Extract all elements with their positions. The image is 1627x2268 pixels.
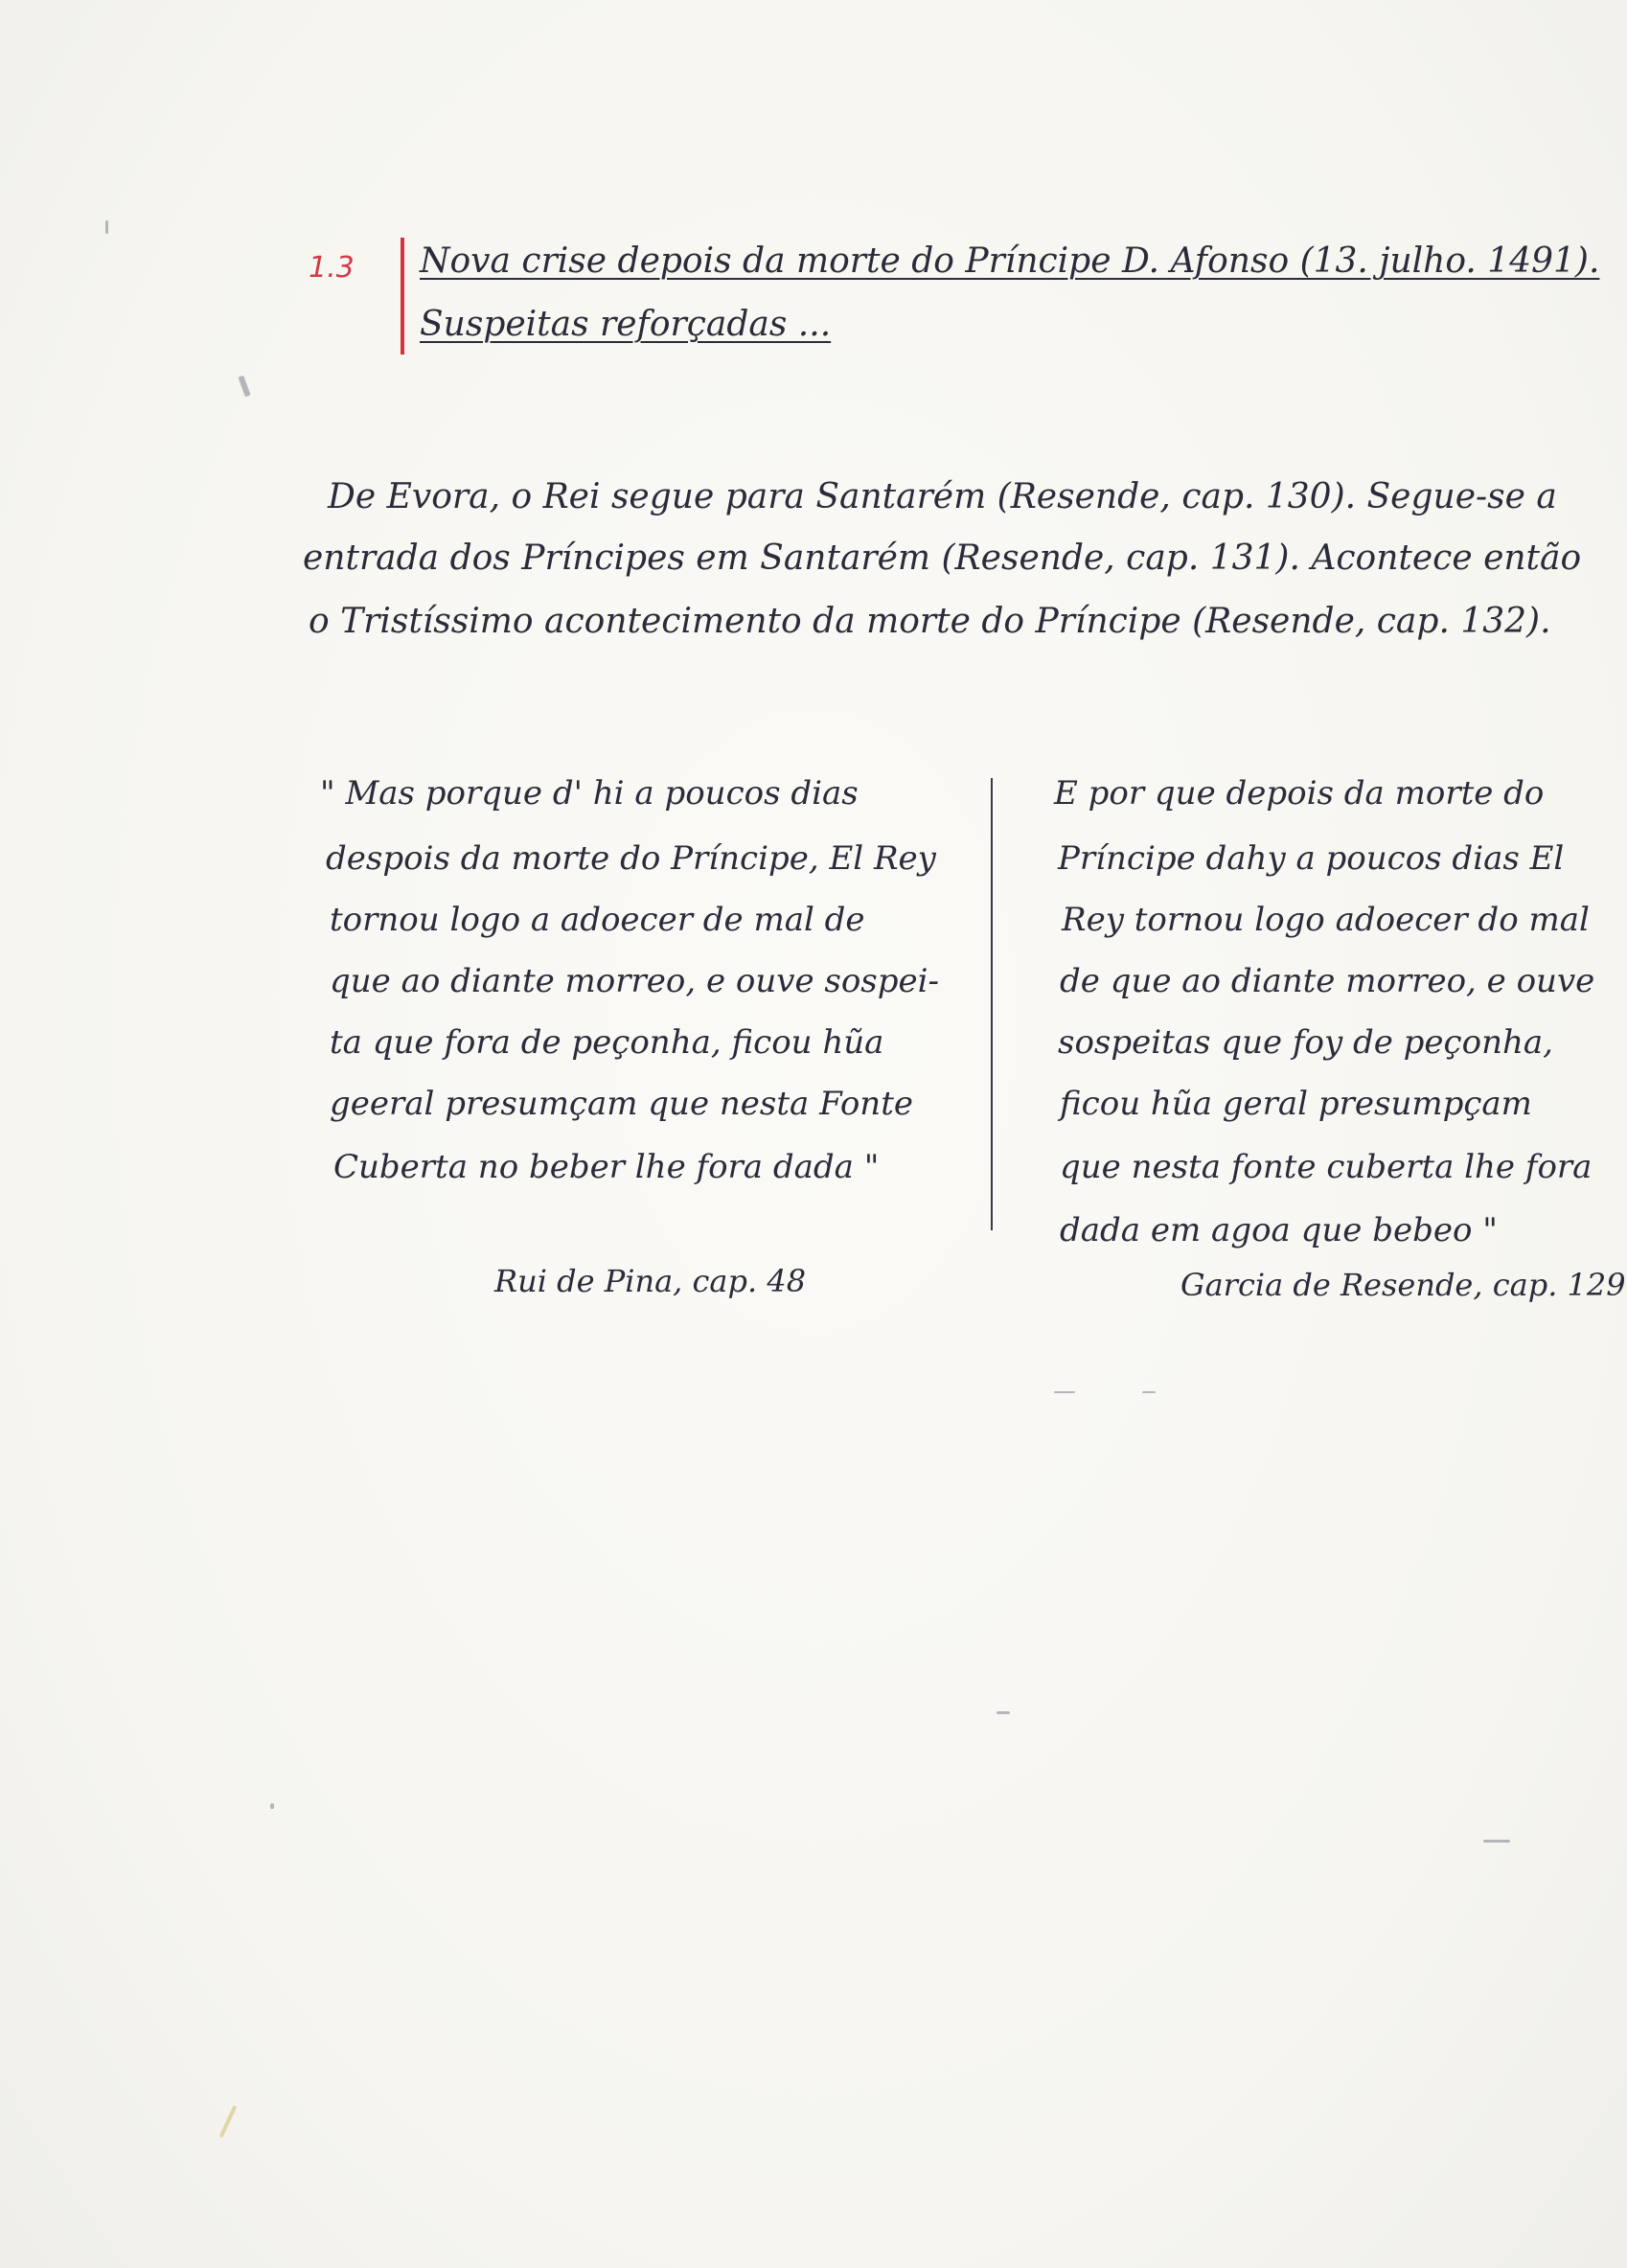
paper-mark [270,1803,274,1809]
left-quote-line: Cuberta no beber lhe fora dada " [333,1148,880,1186]
intro-line: De Evora, o Rei segue para Santarém (Resende, cap. 130). Segue-se a [328,477,1557,516]
right-quote-line: Príncipe dahy a poucos dias El [1058,839,1565,878]
left-quote-line: tornou logo a adoecer de mal de [330,901,865,939]
paper-mark [105,220,108,234]
paper-mark [1142,1391,1156,1393]
column-divider [991,778,993,1230]
left-quote-line: ta que fora de peçonha, ficou hũa [330,1023,884,1062]
left-quote-line: " Mas porque d' hi a poucos dias [320,774,859,813]
right-quote-line: que nesta fonte cuberta lhe fora [1060,1148,1593,1186]
right-quote-line: de que ao diante morreo, e ouve [1060,962,1595,1000]
section-title-line-2: Suspeitas reforçadas ... [420,305,832,344]
left-quote-line: geeral presumçam que nesta Fonte [330,1085,913,1123]
left-quote-line: despois da morte do Príncipe, El Rey [326,839,936,878]
right-quote-line: Rey tornou logo adoecer do mal [1062,901,1590,939]
right-quote-attribution: Garcia de Resende, cap. 129 [1180,1267,1626,1303]
intro-line: o Tristíssimo acontecimento da morte do Príncipe (Resende, cap. 132). [309,602,1551,641]
left-quote-attribution: Rui de Pina, cap. 48 [494,1263,807,1299]
paper-mark [1054,1391,1075,1393]
section-number: 1.3 [309,251,355,285]
paper-mark [1483,1840,1510,1843]
section-marker-bar [401,238,404,355]
right-quote-line: dada em agoa que bebeo " [1060,1211,1498,1249]
paper-mark [219,2105,238,2138]
paper-mark [997,1711,1010,1714]
right-quote-line: sospeitas que foy de peçonha, [1058,1023,1553,1062]
section-title-line-1: Nova crise depois da morte do Príncipe D. Afonso (13. julho. 1491). [420,241,1600,281]
paper-mark [238,376,250,398]
right-quote-line: E por que depois da morte do [1054,774,1545,813]
intro-line: entrada dos Príncipes em Santarém (Resende, cap. 131). Acontece então [303,538,1582,578]
left-quote-line: que ao diante morreo, e ouve sospei- [330,962,940,1000]
right-quote-line: ficou hũa geral presumpçam [1060,1085,1532,1123]
